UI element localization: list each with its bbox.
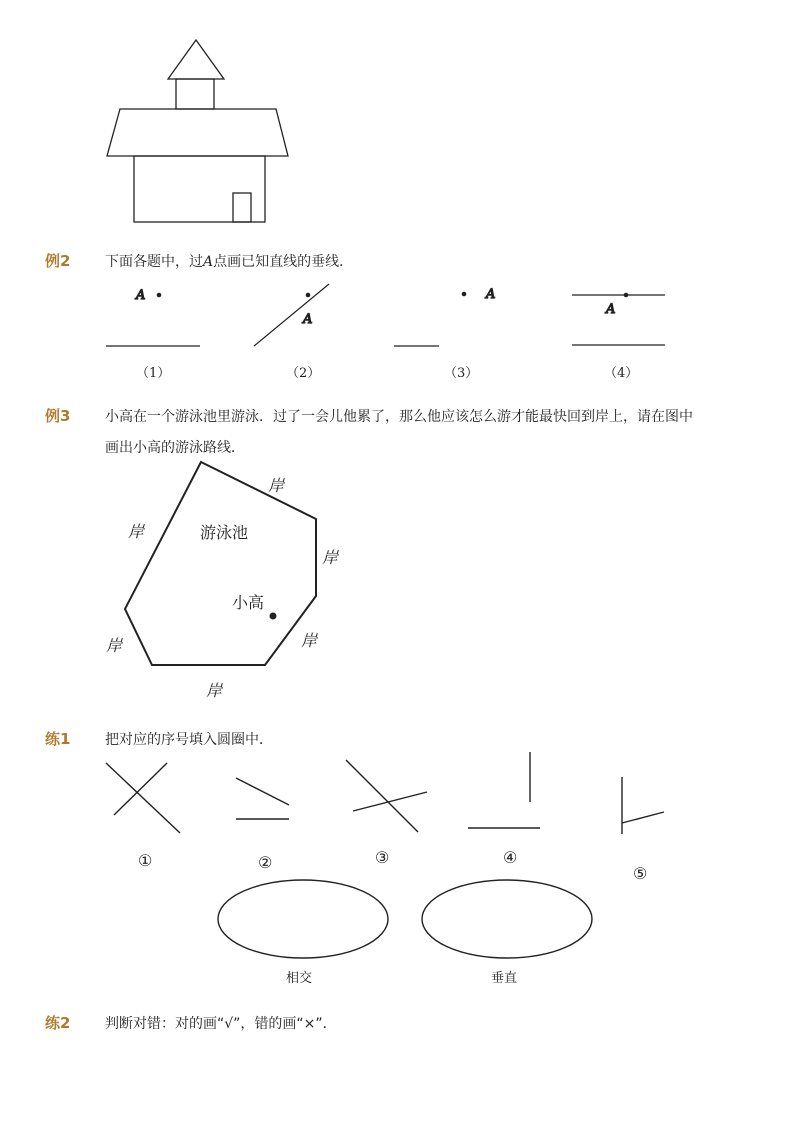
fig3-point-label: A [486, 287, 496, 302]
example-2-question-pre: 下面各题中，过 [105, 254, 203, 270]
fig1-caption: （1） [136, 366, 171, 381]
p1-number-2: ② [258, 853, 273, 872]
shore-label-lower-right: 岸 [301, 631, 318, 650]
pool-label: 游泳池 [200, 523, 249, 542]
p1-number-1: ① [138, 851, 153, 870]
tower-roof [168, 40, 224, 79]
fig1-point [157, 293, 162, 298]
example-2-question-post: 点画已知直线的垂线． [213, 254, 354, 270]
xiaogao-point [270, 613, 277, 620]
p1-fig1-line-a [106, 763, 180, 833]
house-door [233, 193, 251, 222]
house-roof [107, 109, 288, 156]
fig4-caption: （4） [604, 366, 639, 381]
fig4-point-label: A [606, 302, 616, 317]
practice-1-figures [90, 745, 690, 990]
shore-label-left: 岸 [128, 522, 145, 541]
p1-number-3: ③ [375, 848, 390, 867]
fig2-point-label: A [303, 312, 313, 327]
example-3-label: 例3 [45, 407, 71, 425]
example-3-line-2: 画出小高的游泳路线． [105, 440, 245, 456]
fig2-line [254, 284, 329, 346]
fig1-point-label: A [136, 288, 146, 303]
shore-label-top: 岸 [268, 476, 285, 495]
fig2-caption: （2） [286, 366, 321, 381]
practice-2-question: 判断对错：对的画“√”，错的画“×”． [105, 1016, 337, 1032]
p1-number-4: ④ [503, 848, 518, 867]
fig3-point [462, 292, 467, 297]
oval-perpendicular [422, 880, 592, 958]
p1-fig2-line-a [236, 778, 289, 805]
pool-outline [125, 462, 316, 665]
shore-label-right: 岸 [322, 548, 339, 567]
example-3-line-1: 小高在一个游泳池里游泳．过了一会儿他累了，那么他应该怎么游才能最快回到岸上，请在图中 [105, 409, 693, 425]
tower [176, 79, 214, 109]
pool-figure [90, 455, 370, 710]
practice-1-question: 把对应的序号填入圆圈中． [105, 732, 273, 748]
practice-2-label: 练2 [45, 1014, 71, 1032]
example-2-question [105, 251, 353, 271]
example-2-figures [90, 280, 690, 390]
oval-intersect-label: 相交 [286, 971, 313, 986]
xiaogao-label: 小高 [232, 593, 265, 612]
shore-label-bottom: 岸 [206, 681, 223, 700]
fig4-point [624, 293, 629, 298]
shore-label-lower-left: 岸 [106, 636, 123, 655]
house-body [134, 156, 265, 222]
p1-number-5: ⑤ [633, 864, 648, 883]
fig2-point [306, 293, 311, 298]
oval-intersect [218, 880, 388, 958]
practice-1-label: 练1 [45, 730, 71, 748]
fig3-caption: （3） [444, 366, 479, 381]
house-figure [100, 35, 300, 230]
p1-fig3-line-a [346, 760, 418, 832]
example-2-label: 例2 [45, 252, 71, 270]
p1-fig5-line-b [622, 812, 664, 823]
p1-fig1-line-b [114, 763, 167, 815]
oval-perpendicular-label: 垂直 [491, 971, 518, 986]
point-a-inline: A [203, 254, 214, 270]
p1-fig3-line-b [353, 792, 427, 811]
